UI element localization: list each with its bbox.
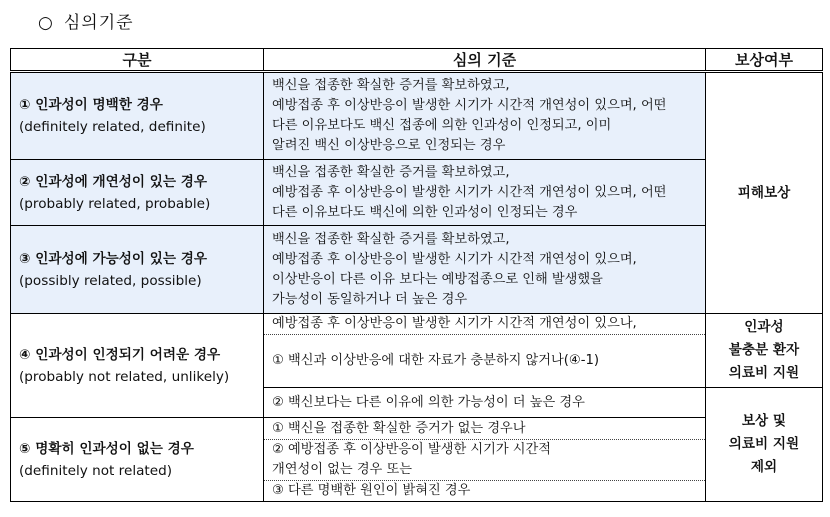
category-ko: ③ 인과성에 가능성이 있는 경우 [19,250,208,267]
criteria-line: 이상반응이 다른 이유 보다는 예방접종으로 인해 발생했을 [272,271,603,287]
category-ko: ② 인과성에 개연성이 있는 경우 [19,173,208,190]
criteria-option: ② 예방접종 후 이상반응이 발생한 시기가 시간적 [272,441,552,457]
criteria-cell [264,72,706,160]
compensation-line: 보상 및 [741,413,787,429]
table-row [11,418,823,502]
header-category: 구분 [11,49,264,72]
criteria-line: 예방접종 후 이상반응이 발생한 시기가 시간적 개연성이 있으며, 어떤 [272,98,667,113]
table-header-row [11,49,823,72]
table-row [11,160,823,226]
category-cell [11,160,264,226]
criteria-cell [264,388,706,418]
criteria-option: ① 백신을 접종한 확실한 증거가 없는 경우나 [264,419,705,440]
heading-text: 심의기준 [63,13,134,33]
compensation-cell [706,314,823,388]
criteria-line: 다른 이유보다도 백신에 의한 인과성이 인정되는 경우 [272,204,578,220]
compensation-line: 의료비 지원 [728,436,800,452]
criteria-option: ② 백신보다는 다른 이유에 의한 가능성이 더 높은 경우 [272,394,585,410]
compensation-line: 불충분 환자 [728,342,800,358]
criteria-option-cont: 개연성이 없는 경우 또는 [264,460,705,481]
category-en: (probably related, probable) [19,195,211,212]
category-en: (definitely not related) [19,462,173,479]
header-compensation: 보상여부 [706,49,823,72]
category-ko: ① 인과성이 명백한 경우 [19,97,163,113]
criteria-line: 예방접종 후 이상반응이 발생한 시기가 시간적 개연성이 있으며, [272,251,637,267]
category-en: (definitely related, definite) [19,119,206,135]
criteria-line: 백신을 접종한 확실한 증거를 확보하였고, [272,231,510,247]
table-row [11,226,823,314]
category-ko: ⑤ 명확히 인과성이 없는 경우 [19,440,194,457]
criteria-line: 다른 이유보다도 백신 접종에 의한 인과성이 인정되고, 이미 [272,118,612,133]
header-criteria: 심의 기준 [264,49,706,72]
section-heading [38,8,134,33]
criteria-option: ③ 다른 명백한 원인이 밝혀진 경우 [272,482,471,498]
criteria-line: 백신을 접종한 확실한 증거를 확보하였고, [272,164,510,180]
criteria-line: 백신을 접종한 확실한 증거를 확보하였고, [272,78,510,93]
category-en: (possibly related, possible) [19,272,202,289]
criteria-intro: 예방접종 후 이상반응이 발생한 시기가 시간적 개연성이 있으나, [264,314,705,335]
compensation-cell: 피해보상 [706,72,823,314]
category-cell [11,418,264,502]
criteria-line: 알려진 백신 이상반응으로 인정되는 경우 [272,138,506,153]
category-cell [11,314,264,418]
criteria-cell [264,160,706,226]
compensation-cell [706,388,823,502]
criteria-cell [264,314,706,388]
bullet-icon: ○ [38,13,54,33]
criteria-line: 예방접종 후 이상반응이 발생한 시기가 시간적 개연성이 있으며, 어떤 [272,184,667,200]
criteria-line: 가능성이 동일하거나 더 높은 경우 [272,291,468,307]
criteria-cell [264,226,706,314]
category-ko: ④ 인과성이 인정되기 어려운 경우 [19,346,221,363]
table-row [11,314,823,388]
criteria-option: ① 백신과 이상반응에 대한 자료가 충분하지 않거나(④-1) [272,353,600,368]
category-cell [11,72,264,160]
compensation-line: 제외 [750,459,778,475]
review-criteria-table [10,48,823,502]
compensation-line: 의료비 지원 [728,365,800,381]
compensation-line: 인과성 [744,319,784,335]
category-cell [11,226,264,314]
table-row [11,72,823,160]
criteria-cell [264,418,706,502]
category-en: (probably not related, unlikely) [19,368,230,385]
